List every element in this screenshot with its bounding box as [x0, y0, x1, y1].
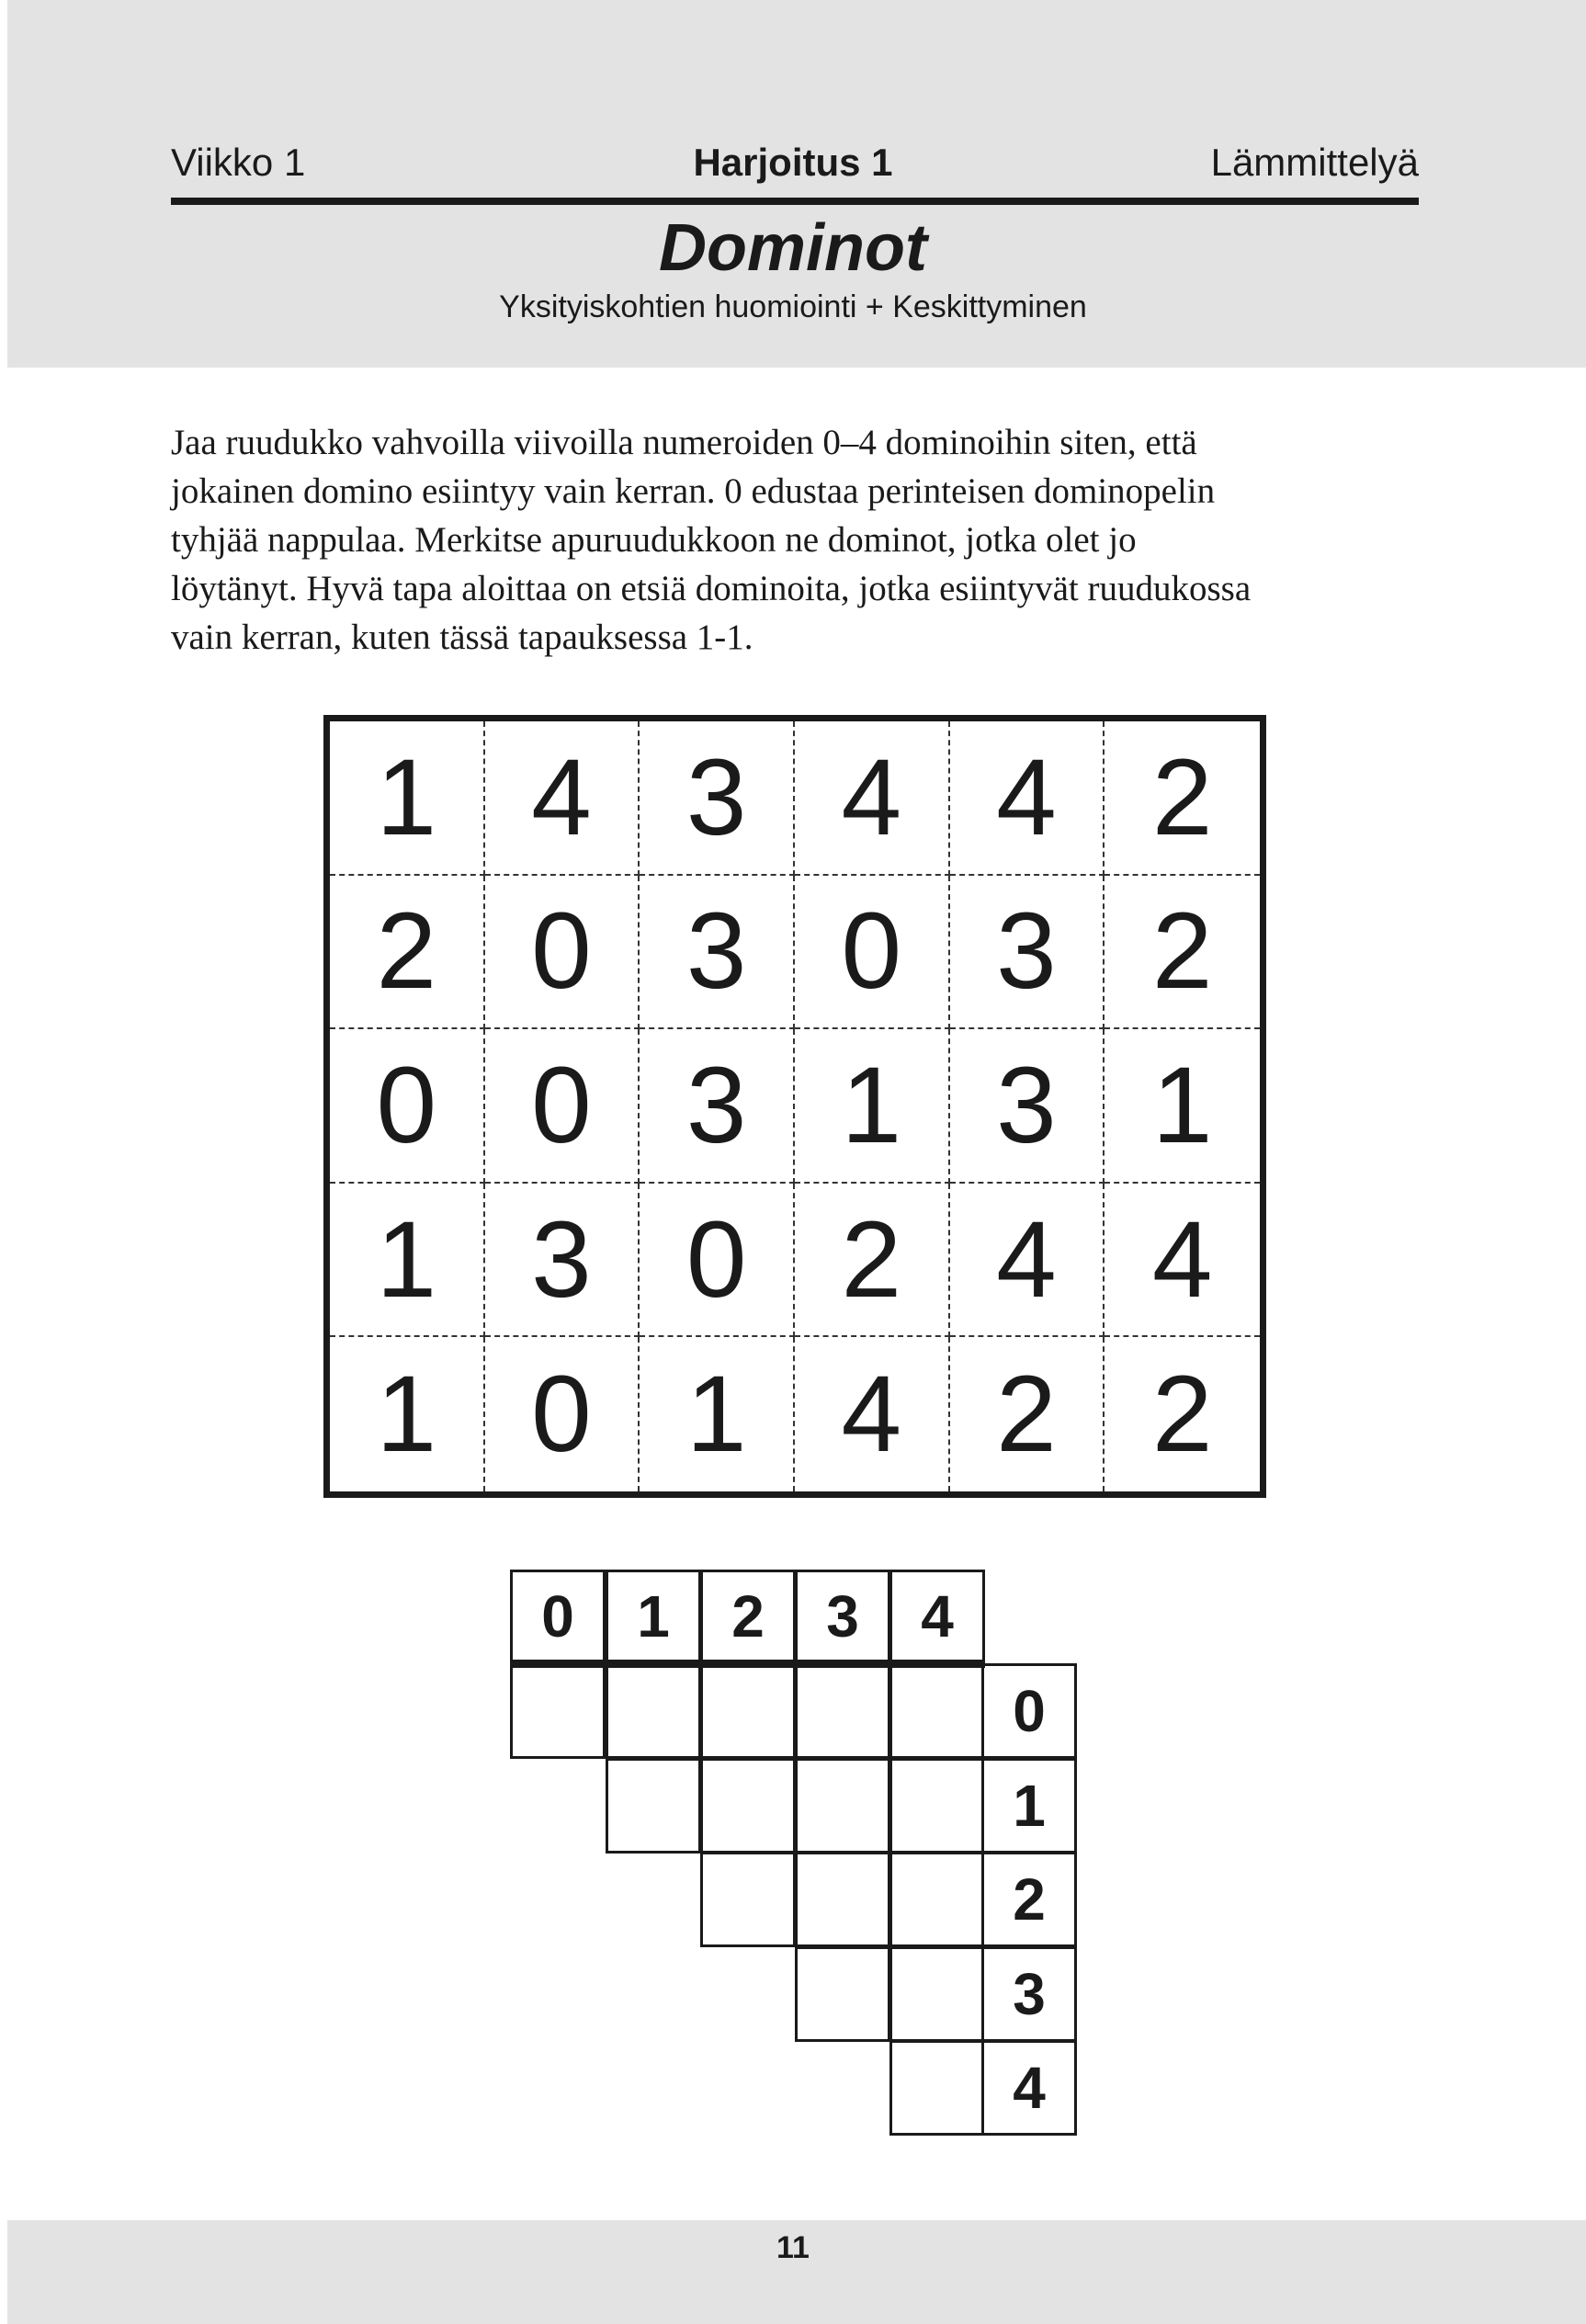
category-label: Lämmittelyä	[1210, 141, 1419, 184]
puzzle-cell[interactable]: 2	[1105, 721, 1260, 876]
helper-column-label: 3	[826, 1583, 859, 1649]
helper-row-label: 0	[1013, 1678, 1046, 1744]
puzzle-cell[interactable]: 3	[640, 1029, 795, 1184]
helper-column-label: 1	[637, 1583, 670, 1649]
helper-column-label: 0	[541, 1583, 574, 1649]
helper-row-label: 4	[1013, 2055, 1046, 2121]
puzzle-cell[interactable]: 2	[1151, 1354, 1213, 1476]
page-title: Dominot	[659, 211, 927, 285]
puzzle-cell[interactable]: 2	[795, 1184, 950, 1338]
helper-row-label: 1	[1013, 1773, 1046, 1839]
page-number: 11	[776, 2230, 810, 2265]
puzzle-cell[interactable]: 2	[950, 1337, 1105, 1491]
helper-column-label: 2	[731, 1583, 765, 1649]
helper-answer-cell[interactable]	[700, 1758, 796, 1854]
helper-answer-cell[interactable]	[889, 2040, 985, 2136]
puzzle-cell[interactable]: 3	[950, 876, 1105, 1030]
puzzle-cell[interactable]: 0	[485, 1029, 640, 1184]
instruction-line: vain kerran, kuten tässä tapauksessa 1-1.	[171, 618, 753, 657]
helper-answer-cell[interactable]	[889, 1946, 985, 2042]
puzzle-cell[interactable]: 0	[330, 1029, 485, 1184]
puzzle-cell[interactable]: 4	[795, 1337, 950, 1491]
puzzle-cell[interactable]: 1	[330, 1184, 485, 1338]
helper-row-label: 2	[1013, 1866, 1046, 1933]
helper-column-label: 4	[921, 1583, 954, 1649]
helper-answer-cell[interactable]	[700, 1663, 796, 1759]
puzzle-cell[interactable]: 4	[950, 1184, 1105, 1338]
week-label: Viikko 1	[171, 141, 306, 184]
instruction-line: löytänyt. Hyvä tapa aloittaa on etsiä dominoita, jotka esiintyvät ruudukossa	[171, 569, 1252, 608]
helper-answer-cell[interactable]	[795, 1946, 890, 2042]
puzzle-cell[interactable]: 0	[640, 1184, 795, 1338]
puzzle-cell[interactable]: 4	[485, 721, 640, 876]
puzzle-cell[interactable]: 4	[1105, 1184, 1260, 1338]
helper-header-divider	[510, 1660, 985, 1668]
puzzle-cell[interactable]: 0	[485, 876, 640, 1030]
puzzle-cell[interactable]: 1	[330, 721, 485, 876]
puzzle-cell[interactable]: 1	[1105, 1029, 1260, 1184]
page-subtitle: Yksityiskohtien huomiointi + Keskittyminen	[499, 289, 1087, 324]
instruction-line: tyhjää nappulaa. Merkitse apuruudukkoon ne dominot, jotka olet jo	[171, 520, 1137, 560]
helper-answer-cell[interactable]	[889, 1852, 985, 1947]
puzzle-cell[interactable]: 1	[330, 1337, 485, 1491]
helper-answer-cell[interactable]	[606, 1663, 701, 1759]
domino-puzzle-grid	[323, 715, 1266, 1498]
puzzle-cell[interactable]: 3	[640, 721, 795, 876]
helper-answer-cell[interactable]	[795, 1663, 890, 1759]
puzzle-cell[interactable]: 3	[640, 876, 795, 1030]
helper-answer-cell[interactable]	[510, 1663, 606, 1759]
helper-answer-cell[interactable]	[700, 1852, 796, 1947]
puzzle-cell[interactable]: 2	[1105, 876, 1260, 1030]
helper-answer-cell[interactable]	[795, 1758, 890, 1854]
helper-row-label: 3	[1013, 1961, 1046, 2027]
puzzle-cell[interactable]: 1	[640, 1337, 795, 1491]
puzzle-cell[interactable]: 4	[795, 721, 950, 876]
puzzle-cell[interactable]: 0	[795, 876, 950, 1030]
instruction-line: Jaa ruudukko vahvoilla viivoilla numeroiden 0–4 dominoihin siten, että	[171, 423, 1197, 462]
helper-answer-cell[interactable]	[889, 1758, 985, 1854]
instructions	[171, 418, 1457, 662]
puzzle-cell[interactable]: 1	[795, 1029, 950, 1184]
instruction-line: jokainen domino esiintyy vain kerran. 0 edustaa perinteisen dominopelin	[171, 471, 1216, 511]
puzzle-cell[interactable]: 0	[485, 1337, 640, 1491]
puzzle-cell[interactable]: 2	[330, 876, 485, 1030]
puzzle-cell[interactable]: 4	[950, 721, 1105, 876]
puzzle-cell[interactable]: 3	[485, 1184, 640, 1338]
puzzle-cell[interactable]: 3	[950, 1029, 1105, 1184]
helper-answer-cell[interactable]	[606, 1758, 701, 1854]
exercise-label: Harjoitus 1	[693, 141, 893, 184]
helper-answer-cell[interactable]	[795, 1852, 890, 1947]
helper-answer-cell[interactable]	[889, 1663, 985, 1759]
